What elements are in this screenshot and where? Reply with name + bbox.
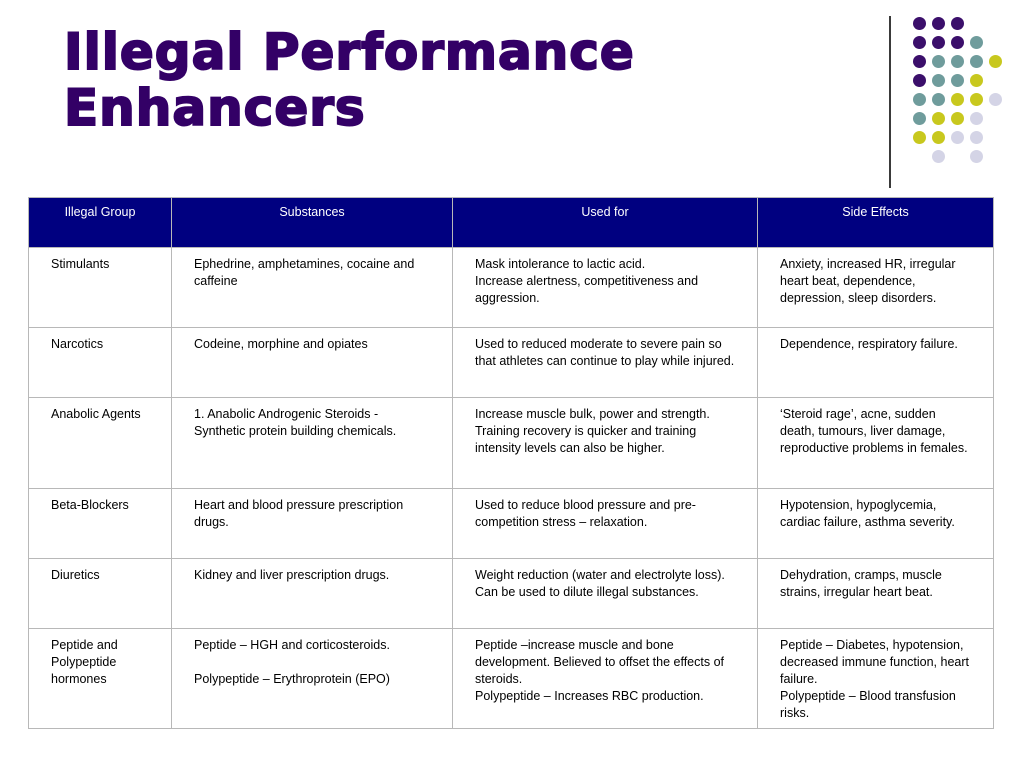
cell-group: Anabolic Agents: [29, 398, 172, 489]
header-illegal-group: Illegal Group: [29, 198, 172, 248]
decor-dot: [970, 74, 983, 87]
decor-dot: [951, 93, 964, 106]
enhancers-table: [28, 197, 994, 729]
text-line: Kidney and liver prescription drugs.: [194, 568, 390, 582]
text-line: Peptide –increase muscle and bone development. Believed to offset the effects of steroids.: [475, 638, 725, 686]
cell-group: Diuretics: [29, 559, 172, 629]
header-substances: Substances: [172, 198, 453, 248]
cell-group: Beta-Blockers: [29, 489, 172, 559]
decor-dot: [951, 112, 964, 125]
cell-side-effects: [758, 629, 994, 729]
decor-dot: [913, 112, 926, 125]
text-line: Polypeptide – Increases RBC production.: [475, 689, 704, 703]
text-line: Anxiety, increased HR, irregular heart beat, dependence, depression, sleep disorders.: [780, 257, 956, 305]
decor-dot: [932, 17, 945, 30]
decor-dot: [951, 74, 964, 87]
decor-dot: [932, 150, 945, 163]
slide-title: [64, 24, 864, 136]
cell-substances: [172, 398, 453, 489]
cell-side-effects: [758, 398, 994, 489]
table-row: [29, 559, 994, 629]
decor-dot: [932, 55, 945, 68]
decor-dot: [989, 93, 1002, 106]
cell-side-effects: [758, 328, 994, 398]
text-line: Dehydration, cramps, muscle strains, irregular heart beat.: [780, 568, 942, 599]
decor-dot: [951, 55, 964, 68]
table-row: [29, 328, 994, 398]
slide-title-line-2: Enhancers: [64, 79, 366, 137]
cell-substances: [172, 328, 453, 398]
text-line: Codeine, morphine and opiates: [194, 337, 368, 351]
text-line: Used to reduce blood pressure and pre-competition stress – relaxation.: [475, 498, 696, 529]
decor-dot: [932, 112, 945, 125]
cell-substances: [172, 248, 453, 328]
table-row: [29, 398, 994, 489]
text-line: Peptide – HGH and corticosteroids.: [194, 638, 390, 652]
decor-dot: [913, 36, 926, 49]
decor-dot: [951, 17, 964, 30]
decor-dot: [932, 93, 945, 106]
text-line: Polypeptide – Blood transfusion risks.: [780, 689, 956, 720]
cell-used-for: [453, 398, 758, 489]
text-line: Increase alertness, competitiveness and aggression.: [475, 274, 699, 305]
decor-dot: [970, 112, 983, 125]
decorative-divider: [889, 16, 891, 188]
decor-dot: [951, 36, 964, 49]
cell-substances: [172, 489, 453, 559]
table-row: [29, 489, 994, 559]
text-line: Heart and blood pressure prescription drugs.: [194, 498, 404, 529]
cell-used-for: [453, 489, 758, 559]
cell-used-for: [453, 248, 758, 328]
cell-substances: [172, 629, 453, 729]
decor-dot: [913, 93, 926, 106]
table-header-row: [29, 198, 994, 248]
cell-used-for: [453, 328, 758, 398]
table-row: [29, 629, 994, 729]
decor-dot: [932, 74, 945, 87]
decor-dot: [913, 74, 926, 87]
text-line: Increase muscle bulk, power and strength. Training recovery is quicker and training intensity levels can also be higher.: [475, 407, 710, 455]
decor-dot: [970, 36, 983, 49]
decor-dot: [913, 131, 926, 144]
header-side-effects: Side Effects: [758, 198, 994, 248]
text-line: ‘Steroid rage’, acne, sudden death, tumours, liver damage, reproductive problems in females.: [780, 407, 968, 455]
decor-dot: [970, 150, 983, 163]
decor-dot: [951, 131, 964, 144]
table-row: [29, 248, 994, 328]
text-line: Used to reduced moderate to severe pain so that athletes can continue to play while injured.: [475, 337, 735, 368]
decor-dot: [970, 93, 983, 106]
header-used-for: Used for: [453, 198, 758, 248]
decor-dot: [970, 55, 983, 68]
decor-dot: [970, 131, 983, 144]
cell-group: Narcotics: [29, 328, 172, 398]
decor-dot: [932, 36, 945, 49]
text-line: 1. Anabolic Androgenic Steroids - Synthetic protein building chemicals.: [194, 407, 397, 438]
cell-side-effects: [758, 489, 994, 559]
text-line: Ephedrine, amphetamines, cocaine and caffeine: [194, 257, 415, 288]
cell-side-effects: [758, 559, 994, 629]
slide-title-line-1: Illegal Performance: [64, 23, 635, 81]
cell-group: Stimulants: [29, 248, 172, 328]
text-line: Polypeptide – Erythroprotein (EPO): [194, 672, 390, 686]
cell-side-effects: [758, 248, 994, 328]
cell-used-for: [453, 559, 758, 629]
cell-group: Peptide and Polypeptide hormones: [29, 629, 172, 729]
decor-dot: [932, 131, 945, 144]
text-line: Weight reduction (water and electrolyte loss). Can be used to dilute illegal substances.: [475, 568, 725, 599]
text-line: Peptide – Diabetes, hypotension, decreased immune function, heart failure.: [780, 638, 969, 686]
decor-dot: [913, 55, 926, 68]
decor-dot: [989, 55, 1002, 68]
blank-line: [194, 654, 432, 671]
decor-dot: [913, 17, 926, 30]
text-line: Hypotension, hypoglycemia, cardiac failure, asthma severity.: [780, 498, 955, 529]
text-line: Mask intolerance to lactic acid.: [475, 257, 646, 271]
cell-substances: [172, 559, 453, 629]
cell-used-for: [453, 629, 758, 729]
text-line: Dependence, respiratory failure.: [780, 337, 958, 351]
